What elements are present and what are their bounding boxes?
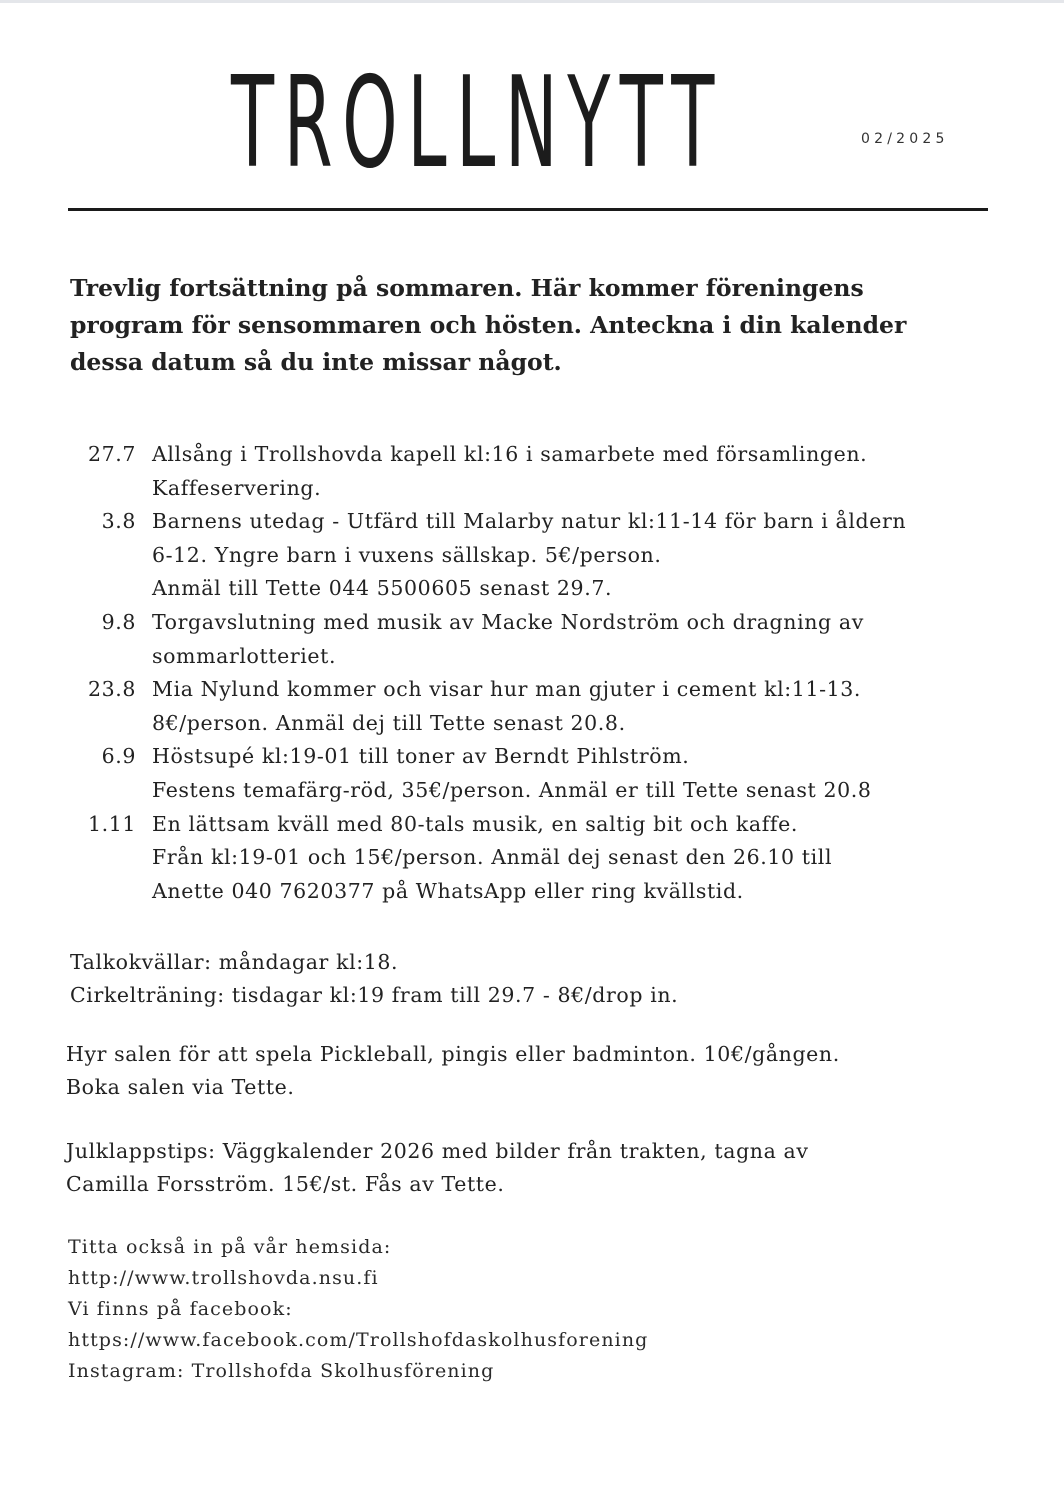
hall-line: Boka salen via Tette. bbox=[66, 1075, 295, 1099]
event-description bbox=[152, 808, 1022, 909]
event-line: Höstsupé kl:19-01 till toner av Berndt Pihlström. bbox=[152, 744, 690, 769]
event-description bbox=[152, 740, 1022, 807]
event-line: Anmäl till Tette 044 5500605 senast 29.7. bbox=[152, 576, 613, 601]
event-line: Från kl:19-01 och 15€/person. Anmäl dej senast den 26.10 till bbox=[152, 845, 833, 870]
issue-number: 02/2025 bbox=[861, 131, 949, 147]
event-date: 6.9 bbox=[101, 744, 136, 769]
facebook-label: Vi finns på facebook: bbox=[68, 1298, 293, 1320]
event-line: En lättsam kväll med 80-tals musik, en saltig bit och kaffe. bbox=[152, 811, 798, 836]
website-link[interactable]: http://www.trollshovda.nsu.fi bbox=[68, 1267, 379, 1289]
gift-line: Camilla Forsström. 15€/st. Fås av Tette. bbox=[66, 1172, 505, 1196]
event-line: 6-12. Yngre barn i vuxens sällskap. 5€/person. bbox=[152, 542, 662, 567]
intro-line: program för sensommaren och hösten. Anteckna i din kalender bbox=[70, 311, 907, 339]
gift-line: Julklappstips: Väggkalender 2026 med bilder från trakten, tagna av bbox=[66, 1139, 809, 1163]
weekly-activities bbox=[70, 946, 678, 1012]
weekly-line: Talkokvällar: måndagar kl:18. bbox=[70, 950, 399, 974]
event-item bbox=[70, 606, 1030, 673]
website-label: Titta också in på vår hemsida: bbox=[68, 1236, 392, 1258]
event-description bbox=[152, 438, 1022, 505]
event-date: 23.8 bbox=[87, 677, 136, 702]
event-line: Torgavslutning med musik av Macke Nordström och dragning av bbox=[152, 609, 864, 634]
intro-line: dessa datum så du inte missar något. bbox=[70, 348, 562, 376]
event-line: 8€/person. Anmäl dej till Tette senast 20.8. bbox=[152, 710, 626, 735]
event-date: 1.11 bbox=[87, 811, 136, 836]
header-divider bbox=[68, 208, 988, 211]
hall-line: Hyr salen för att spela Pickleball, pingis eller badminton. 10€/gången. bbox=[66, 1042, 840, 1066]
event-line: Festens temafärg-röd, 35€/person. Anmäl er till Tette senast 20.8 bbox=[152, 777, 872, 802]
event-item bbox=[70, 740, 1030, 807]
masthead-title: TROLLNYTT bbox=[231, 49, 724, 196]
top-strip bbox=[0, 0, 1064, 3]
hall-rental bbox=[66, 1038, 840, 1104]
event-item bbox=[70, 673, 1030, 740]
event-line: Barnens utedag - Utfärd till Malarby natur kl:11-14 för barn i åldern bbox=[152, 509, 907, 534]
event-description bbox=[152, 606, 1022, 673]
event-item bbox=[70, 808, 1030, 909]
event-date: 9.8 bbox=[101, 609, 136, 634]
event-line: Anette 040 7620377 på WhatsApp eller ring kvällstid. bbox=[152, 878, 744, 903]
event-description bbox=[152, 505, 1022, 606]
event-item bbox=[70, 505, 1030, 606]
event-item bbox=[70, 438, 1030, 505]
event-list bbox=[70, 438, 1030, 908]
event-date: 27.7 bbox=[87, 442, 136, 466]
event-date: 3.8 bbox=[101, 509, 136, 534]
event-line: sommarlotteriet. bbox=[152, 643, 337, 668]
event-line: Kaffeservering. bbox=[152, 475, 322, 500]
intro-line: Trevlig fortsättning på sommaren. Här kommer föreningens bbox=[70, 274, 864, 302]
facebook-link[interactable]: https://www.facebook.com/Trollshofdaskolhusforening bbox=[68, 1329, 649, 1351]
contact-links bbox=[68, 1232, 648, 1387]
event-line: Mia Nylund kommer och visar hur man gjuter i cement kl:11-13. bbox=[152, 677, 862, 702]
event-description bbox=[152, 673, 1022, 740]
weekly-line: Cirkelträning: tisdagar kl:19 fram till 29.7 - 8€/drop in. bbox=[70, 983, 679, 1007]
intro-paragraph bbox=[70, 270, 970, 381]
instagram-line: Instagram: Trollshofda Skolhusförening bbox=[68, 1360, 495, 1382]
gift-tip bbox=[66, 1135, 809, 1201]
event-line: Allsång i Trollshovda kapell kl:16 i samarbete med församlingen. bbox=[152, 442, 868, 466]
